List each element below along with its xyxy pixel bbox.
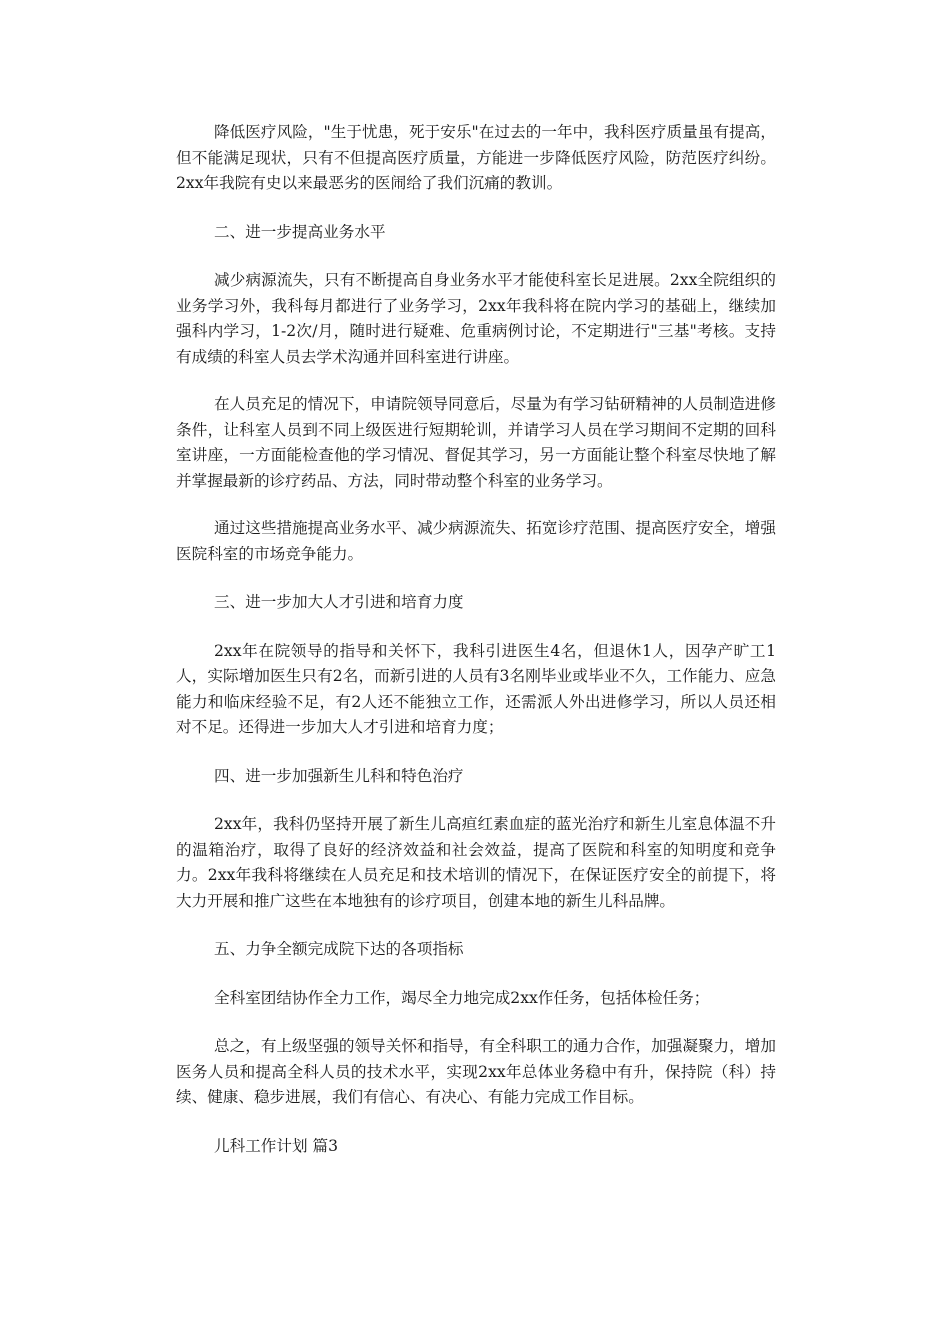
paragraph-tasks: 全科室团结协作全力工作，竭尽全力地完成2xx作任务，包括体检任务；: [214, 988, 710, 1007]
paragraph-measures: 通过这些措施提高业务水平、减少病源流失、拓宽诊疗范围、提高医疗安全，增强医院科室的市场竞争能力。: [176, 519, 776, 563]
document-section-title: 儿科工作计划 篇3: [214, 1136, 339, 1155]
paragraph-summary: 总之，有上级坚强的领导关怀和指导，有全科职工的通力合作，加强凝聚力，增加医务人员和提高全科人员的技术水平，实现2xx年总体业务稳中有升，保持院（科）持续、健康、稳步进展，我们有信心、有决心、有能力完成工作目标。: [176, 1037, 776, 1106]
section-heading-4: 四、进一步加强新生儿科和特色治疗: [214, 766, 464, 785]
paragraph-medical-risk: 降低医疗风险，"生于忧患，死于安乐"在过去的一年中，我科医疗质量虽有提高，但不能满足现状，只有不但提高医疗质量，方能进一步降低医疗风险，防范医疗纠纷。2xx年我院有史以来最恶劣的医闹给了我们沉痛的教训。: [176, 123, 776, 192]
paragraph-neonatal: 2xx年，我科仍坚持开展了新生儿高疸红素血症的蓝光治疗和新生儿室息体温不升的温箱治疗，取得了良好的经济效益和社会效益，提高了医院和科室的知明度和竞争力。2xx年我科将继续在人员充足和技术培训的情况下，在保证医疗安全的前提下，将大力开展和推广这些在本地独有的诊疗项目，创建本地的新生儿科品牌。: [176, 815, 776, 910]
paragraph-talent: 2xx年在院领导的指导和关怀下，我科引进医生4名，但退休1人，因孕产旷工1人，实际增加医生只有2名，而新引进的人员有3名刚毕业或毕业不久，工作能力、应急能力和临床经验不足，有2人还不能独立工作，还需派人外出进修学习，所以人员还相对不足。还得进一步加大人才引进和培育力度；: [176, 641, 776, 736]
section-heading-2: 二、进一步提高业务水平: [214, 222, 386, 241]
paragraph-staff-training: 在人员充足的情况下，申请院领导同意后，尽量为有学习钻研精神的人员制造进修条件，让科室人员到不同上级医进行短期轮训，并请学习人员在学习期间不定期的回科室讲座，一方面能检查他的学习情况、督促其学习，另一方面能让整个科室尽快地了解并掌握最新的诊疗药品、方法，同时带动整个科室的业务学习。: [176, 395, 776, 490]
section-heading-3: 三、进一步加大人才引进和培育力度: [214, 593, 464, 611]
section-heading-5: 五、力争全额完成院下达的各项指标: [214, 940, 464, 958]
paragraph-business-study: 减少病源流失，只有不断提高自身业务水平才能使科室长足进展。2xx全院组织的业务学习外，我科每月都进行了业务学习，2xx年我科将在院内学习的基础上，继续加强科内学习，1-2次/月，随时进行疑难、危重病例讨论，不定期进行"三基"考核。支持有成绩的科室人员去学术沟通并回科室进行讲座。: [176, 271, 776, 366]
document-body: [176, 120, 776, 1159]
